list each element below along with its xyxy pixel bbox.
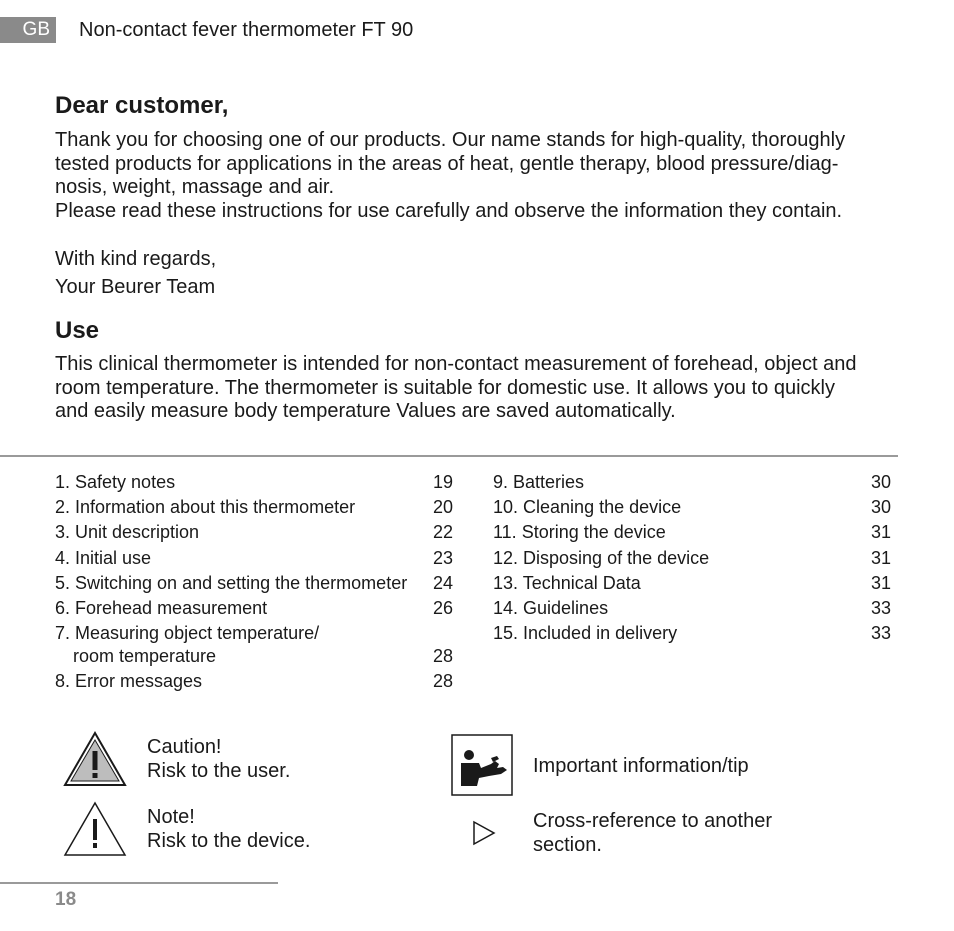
info-hand-icon [451,734,513,796]
toc-item-unit-description[interactable]: 3. Unit description [55,522,200,542]
crossref-line: Cross-reference to another [533,810,773,832]
greeting-line: Thank you for choosing one of our products. Our name stands for high-quality, thoroughly [55,129,846,151]
toc-item-batteries[interactable]: 9. Batteries [493,472,585,492]
toc-item-storing[interactable]: 11. Storing the device [493,522,666,542]
toc-item-object-temperature-cont[interactable]: room temperature [73,646,217,666]
warning-outline-icon [63,801,127,857]
greeting-line: Please read these instructions for use carefully and observe the information they contain. [55,199,843,222]
crossref-line: section. [533,834,602,856]
use-line: room temperature. The thermometer is suitable for domestic use. It allows you to quickly [55,376,835,399]
toc-page-number: 19 [432,472,453,492]
toc-item-initial-use[interactable]: 4. Initial use [55,548,152,568]
caution-title: Caution! [147,736,222,758]
toc-page-number: 20 [432,497,453,517]
toc-item-forehead-measurement[interactable]: 6. Forehead measurement [55,598,268,618]
footer-divider [0,882,278,884]
note-description: Risk to the device. [147,830,311,852]
greeting-line: nosis, weight, massage and air. [55,176,335,198]
signature-text: Your Beurer Team [55,276,216,298]
toc-item-guidelines[interactable]: 14. Guidelines [493,598,609,618]
toc-page-number: 33 [870,598,891,618]
toc-item-switching-on[interactable]: 5. Switching on and setting the thermometer [55,573,408,593]
toc-item-cleaning[interactable]: 10. Cleaning the device [493,497,682,517]
toc-page-number: 30 [870,472,891,492]
toc-item-information[interactable]: 2. Information about this thermometer [55,497,356,517]
use-line: and easily measure body temperature Values are saved automatically. [55,400,676,422]
toc-item-included[interactable]: 15. Included in delivery [493,623,678,643]
note-text [147,805,310,853]
note-title: Note! [147,806,195,828]
toc-page-number: 33 [870,623,891,643]
section-divider [0,455,898,457]
document-title: Non-contact fever thermometer FT 90 [79,19,414,41]
toc-page-number: 31 [870,573,891,593]
toc-page-number: 31 [870,522,891,542]
toc-item-disposing[interactable]: 12. Disposing of the device [493,548,710,568]
caution-text [147,735,290,783]
toc-page-number: 30 [870,497,891,517]
closing-text: With kind regards, [55,248,217,270]
caution-description: Risk to the user. [147,760,291,782]
toc-page-number: 22 [432,522,453,542]
toc-item-safety-notes[interactable]: 1. Safety notes [55,472,176,492]
crossref-text [533,809,772,857]
use-line: This clinical thermometer is intended for non-contact measurement of forehead, object and [55,353,857,375]
toc-page-number: 26 [432,598,453,618]
toc-page-number: 23 [432,548,453,568]
warning-filled-icon [63,731,127,787]
toc-page-number: 28 [432,671,453,691]
language-tab [0,17,56,43]
toc-page-number: 31 [870,548,891,568]
language-code: GB [22,19,50,40]
greeting-paragraph [55,129,900,223]
play-triangle-icon [472,820,496,846]
toc-page-number: 24 [432,573,453,593]
use-paragraph [55,353,900,424]
toc-item-object-temperature[interactable]: 7. Measuring object temperature/ [55,623,320,643]
toc-item-technical-data[interactable]: 13. Technical Data [493,573,641,593]
info-text: Important information/tip [533,755,749,777]
greeting-line: tested products for applications in the areas of heat, gentle therapy, blood pressure/diag- [55,152,839,175]
toc-item-error-messages[interactable]: 8. Error messages [55,671,203,691]
toc-page-number: 28 [432,646,453,666]
use-heading: Use [55,317,100,344]
page-number: 18 [55,889,77,910]
greeting-heading: Dear customer, [55,92,229,119]
